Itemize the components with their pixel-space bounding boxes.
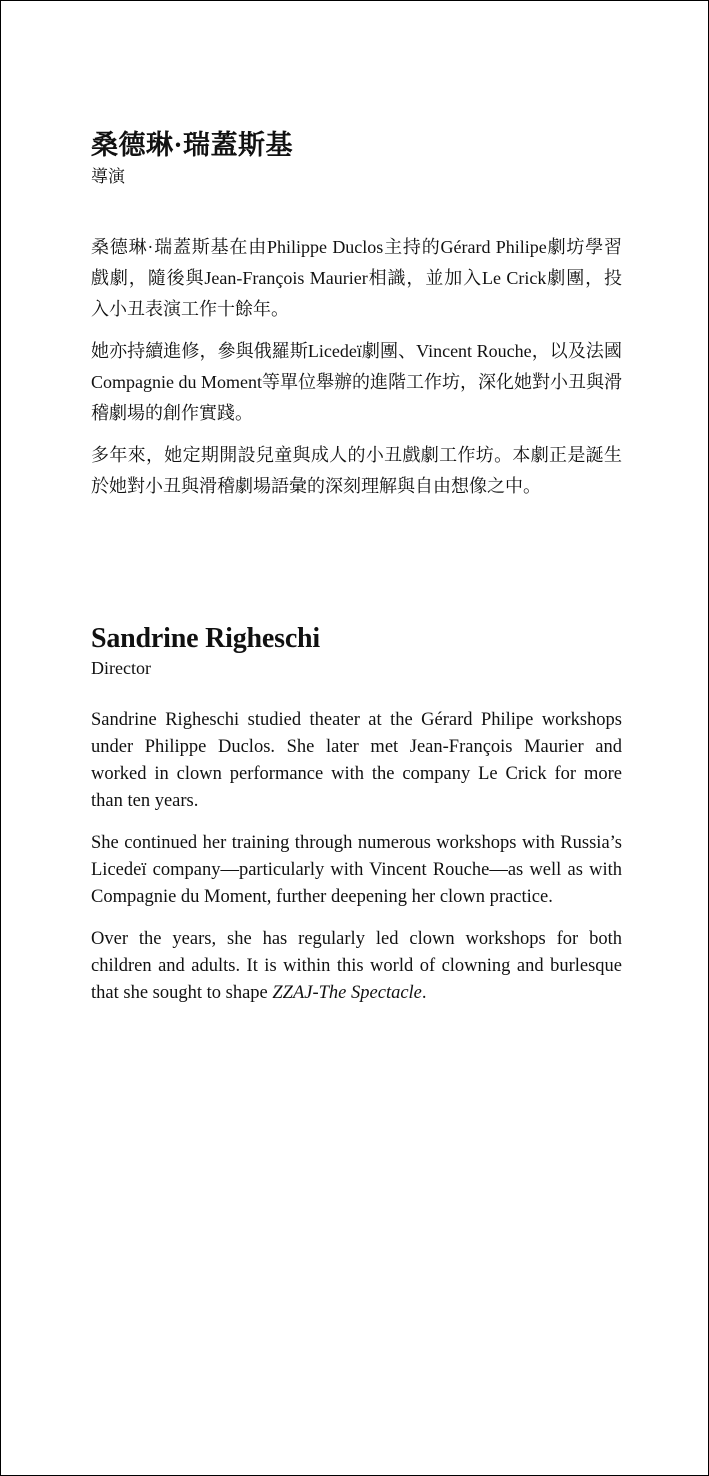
person-role-english: Director [91,658,151,678]
bio-body-english [91,707,622,1007]
bio-paragraph-end: . [421,983,427,1003]
person-role-chinese: 導演 [91,167,125,186]
bio-paragraph: She continued her training through numerous workshops with Russia’s Licedeï company—particularly with Vincent Rouche—as well as with Compagnie du Moment, further deepening her clown practice. [91,833,622,907]
production-title: ZZAJ-The Spectacle [272,983,422,1003]
bio-body-chinese [91,232,622,502]
person-name-english: Sandrine Righeschi [91,623,320,654]
bio-chinese [91,127,622,502]
bio-paragraph-last [91,926,622,1007]
bio-paragraph: 桑德琳·瑞蓋斯基在由Philippe Duclos主持的Gérard Philipe劇坊學習戲劇，隨後與Jean-François Maurier相識，並加入Le Crick劇團，投入小丑表演工作十餘年。 [91,237,622,319]
person-name-chinese: 桑德琳·瑞蓋斯基 [91,130,294,160]
bio-paragraph: 她亦持續進修，參與俄羅斯Licedeï劇團、Vincent Rouche，以及法國Compagnie du Moment等單位舉辦的進階工作坊，深化她對小丑與滑稽劇場的創作實踐。 [91,341,622,423]
bio-paragraph: 多年來，她定期開設兒童與成人的小丑戲劇工作坊。本劇正是誕生於她對小丑與滑稽劇場語彙的深刻理解與自由想像之中。 [91,445,622,496]
bio-english [91,621,622,1007]
bio-paragraph: Sandrine Righeschi studied theater at the Gérard Philipe workshops under Philippe Duclos. She later met Jean-François Maurier and worked in clown performance with the company Le Crick for more than ten years. [91,710,622,811]
bio-paragraph-text: Over the years, she has regularly led clown workshops for both children and adults. It is within this world of clowning and burlesque that she sought to shape [91,929,622,1003]
